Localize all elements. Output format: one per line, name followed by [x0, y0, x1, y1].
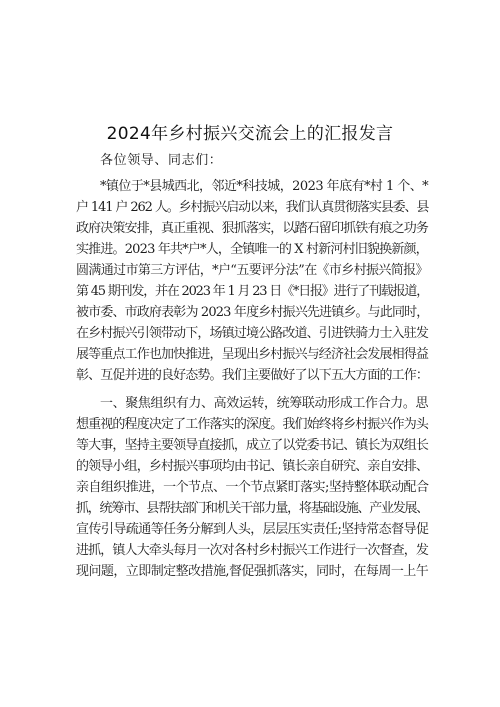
body-line-5: 圆满通过市第三方评估，*户“五要评分法”在《市乡村振兴简报》 [76, 263, 428, 278]
body-line-16: 抓，统筹市、县帮扶部门和机关干部力量，将基础设施、产业发展、 [76, 501, 428, 516]
body-line-11: 一、聚焦组织有力、高效运转，统筹联动形成工作合力。思 [100, 396, 429, 411]
body-line-17: 宣传引导疏通等任务分解到人头，层层压实责任;坚持常态督导促 [76, 522, 429, 537]
body-line-6: 第 45 期刊发，并在 2023 年 1 月 23 日《*日报》进行了刊载报道， [76, 284, 428, 299]
body-line-12: 想重视的程度决定了工作落实的深度。我们始终将乡村振兴作为头 [76, 417, 429, 432]
body-line-13: 等大事，坚持主要领导直接抓，成立了以党委书记、镇长为双组长 [76, 438, 429, 453]
body-line-2: 户 141 户 262 人。乡村振兴启动以来，我们认真贯彻落实县委、县 [76, 200, 429, 215]
body-line-18: 进抓，镇人大牵头每月一次对各村乡村振兴工作进行一次督查，发 [76, 543, 429, 558]
body-line-3: 政府决策安排，真正重视、狠抓落实，以踏石留印抓铁有痕之功务 [76, 221, 429, 236]
body-line-8: 在乡村振兴引领带动下，场镇过境公路改道、引进铁骑力士入驻发 [76, 326, 429, 341]
document-title: 2024年乡村振兴交流会上的汇报发言 [106, 124, 394, 144]
body-line-14: 的领导小组，乡村振兴事项均由书记、镇长亲自研究、亲自安排、 [76, 459, 429, 474]
body-line-1: *镇位于*县城西北，邻近*科技城，2023 年底有*村 1 个、* [100, 179, 429, 194]
body-line-19: 现问题，立即制定整改措施,督促强抓落实，同时，在每周一上午 [76, 564, 429, 579]
body-line-7: 被市委、市政府表彰为 2023 年度乡村振兴先进镇乡。与此同时， [76, 305, 429, 320]
body-line-10: 彰、互促并进的良好态势。我们主要做好了以下五大方面的工作： [76, 368, 429, 383]
body-line-15: 亲自组织推进，一个节点、一个节点紧盯落实;坚持整体联动配合 [76, 480, 429, 495]
body-line-9: 展等重点工作也加快推进，呈现出乡村振兴与经济社会发展相得益 [76, 347, 429, 362]
body-line-4: 实推进。2023 年共*户*人，全镇唯一的 X 村新河村旧貌换新颜， [76, 242, 428, 257]
salutation: 各位领导、同志们： [100, 153, 223, 168]
